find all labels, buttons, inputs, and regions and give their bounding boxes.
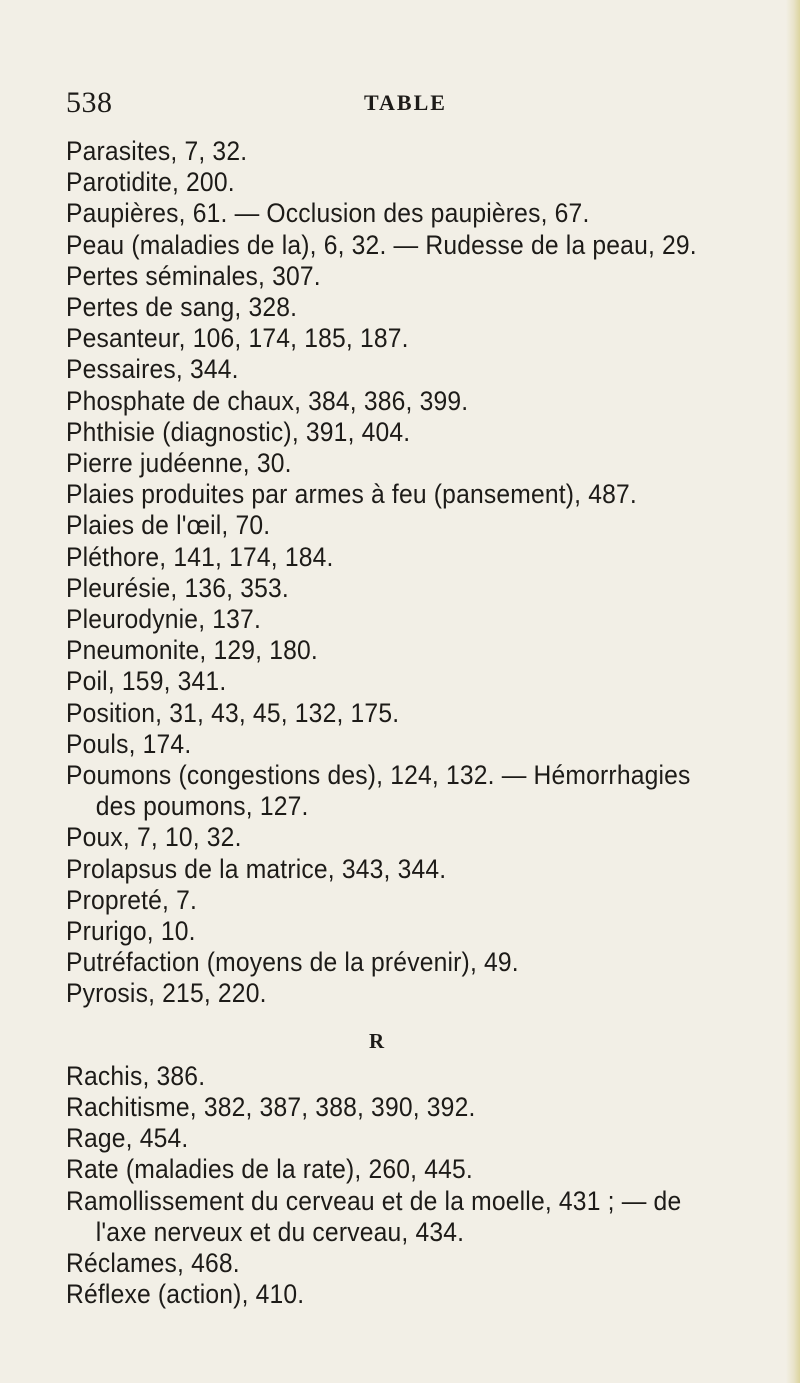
index-entry-continuation: l'axe nerveux et du cerveau, 434. xyxy=(95,1216,465,1247)
index-entry-line: Poux, 7, 10, 32. xyxy=(66,822,242,853)
index-entry-line: Réflexe (action), 410. xyxy=(66,1279,305,1310)
index-entry-line: Rachitisme, 382, 387, 388, 390, 392. xyxy=(66,1091,476,1122)
index-entry-line: Prolapsus de la matrice, 343, 344. xyxy=(66,853,447,884)
index-entry xyxy=(66,230,736,261)
index-entry xyxy=(66,1279,736,1310)
index-entry xyxy=(66,698,736,729)
index-section-p xyxy=(66,136,736,1010)
index-entry-continuation: des poumons, 127. xyxy=(95,791,309,822)
index-entry-line: Poumons (congestions des), 124, 132. — Hémorrhagies xyxy=(66,760,691,791)
index-entry-line: Plaies produites par armes à feu (pansement), 487. xyxy=(66,479,637,510)
index-entry-line: Rate (maladies de la rate), 260, 445. xyxy=(66,1154,473,1185)
index-entry xyxy=(66,822,736,853)
index-entry xyxy=(66,1248,736,1279)
index-entry-line: Pneumonite, 129, 180. xyxy=(66,635,318,666)
index-entry-line: Prurigo, 10. xyxy=(66,916,196,947)
page-header xyxy=(66,86,566,120)
index-entry-line: Phthisie (diagnostic), 391, 404. xyxy=(66,416,411,447)
index-entry xyxy=(66,448,736,479)
index-entry xyxy=(66,354,736,385)
page-number: 538 xyxy=(66,86,113,119)
index-entry xyxy=(66,729,736,760)
index-entry xyxy=(66,1092,736,1123)
index-entry-line: Rage, 454. xyxy=(66,1123,189,1154)
index-entry xyxy=(66,885,736,916)
index-entry xyxy=(66,510,736,541)
index-entry-line: Pléthore, 141, 174, 184. xyxy=(66,541,334,572)
index-entry-line: Paupières, 61. — Occlusion des paupières, 67. xyxy=(66,198,590,229)
index-entry xyxy=(66,417,736,448)
index-entry-line: Parotidite, 200. xyxy=(66,167,235,198)
index-entry xyxy=(66,666,736,697)
index-entry xyxy=(66,1123,736,1154)
index-entries xyxy=(66,136,736,1310)
index-entry xyxy=(66,167,736,198)
page-edge xyxy=(786,0,800,1383)
index-entry xyxy=(66,978,736,1009)
index-entry-line: Position, 31, 43, 45, 132, 175. xyxy=(66,697,400,728)
index-entry-line: Ramollissement du cerveau et de la moelle, 431 ; — de xyxy=(66,1185,682,1216)
index-entry-line: Plaies de l'œil, 70. xyxy=(66,510,271,541)
index-entry xyxy=(66,916,736,947)
index-entry-line: Poil, 159, 341. xyxy=(66,666,227,697)
index-entry-line: Putréfaction (moyens de la prévenir), 49. xyxy=(66,947,519,978)
index-entry-line: Réclames, 468. xyxy=(66,1247,240,1278)
index-entry-line: Rachis, 386. xyxy=(66,1060,206,1091)
index-entry xyxy=(66,1154,736,1185)
index-entry xyxy=(66,947,736,978)
index-entry xyxy=(66,386,736,417)
index-section-r xyxy=(66,1061,736,1311)
index-entry xyxy=(66,542,736,573)
index-entry xyxy=(66,854,736,885)
index-entry-line: Pesanteur, 106, 174, 185, 187. xyxy=(66,323,409,354)
index-entry xyxy=(66,635,736,666)
index-entry-line: Pyrosis, 215, 220. xyxy=(66,978,267,1009)
index-entry xyxy=(66,573,736,604)
index-entry-line: Pleurodynie, 137. xyxy=(66,604,261,635)
index-entry-line: Propreté, 7. xyxy=(66,884,198,915)
index-entry xyxy=(66,1186,736,1248)
running-title: TABLE xyxy=(364,90,447,115)
index-entry xyxy=(66,136,736,167)
index-entry xyxy=(66,198,736,229)
index-entry xyxy=(66,604,736,635)
index-entry xyxy=(66,323,736,354)
index-entry xyxy=(66,1061,736,1092)
index-entry-line: Pessaires, 344. xyxy=(66,354,239,385)
index-entry-line: Pleurésie, 136, 353. xyxy=(66,572,289,603)
index-entry-line: Pertes séminales, 307. xyxy=(66,260,321,291)
index-entry-line: Pierre judéenne, 30. xyxy=(66,448,292,479)
index-entry-line: Peau (maladies de la), 6, 32. — Rudesse de la peau, 29. xyxy=(66,229,697,260)
index-entry xyxy=(66,479,736,510)
index-entry-line: Pertes de sang, 328. xyxy=(66,292,298,323)
index-entry-line: Pouls, 174. xyxy=(66,728,192,759)
index-entry-line: Parasites, 7, 32. xyxy=(66,136,248,166)
index-entry xyxy=(66,261,736,292)
section-letter-r: R xyxy=(368,1028,385,1053)
index-entry xyxy=(66,760,736,822)
index-entry-line: Phosphate de chaux, 384, 386, 399. xyxy=(66,385,469,416)
index-entry xyxy=(66,292,736,323)
